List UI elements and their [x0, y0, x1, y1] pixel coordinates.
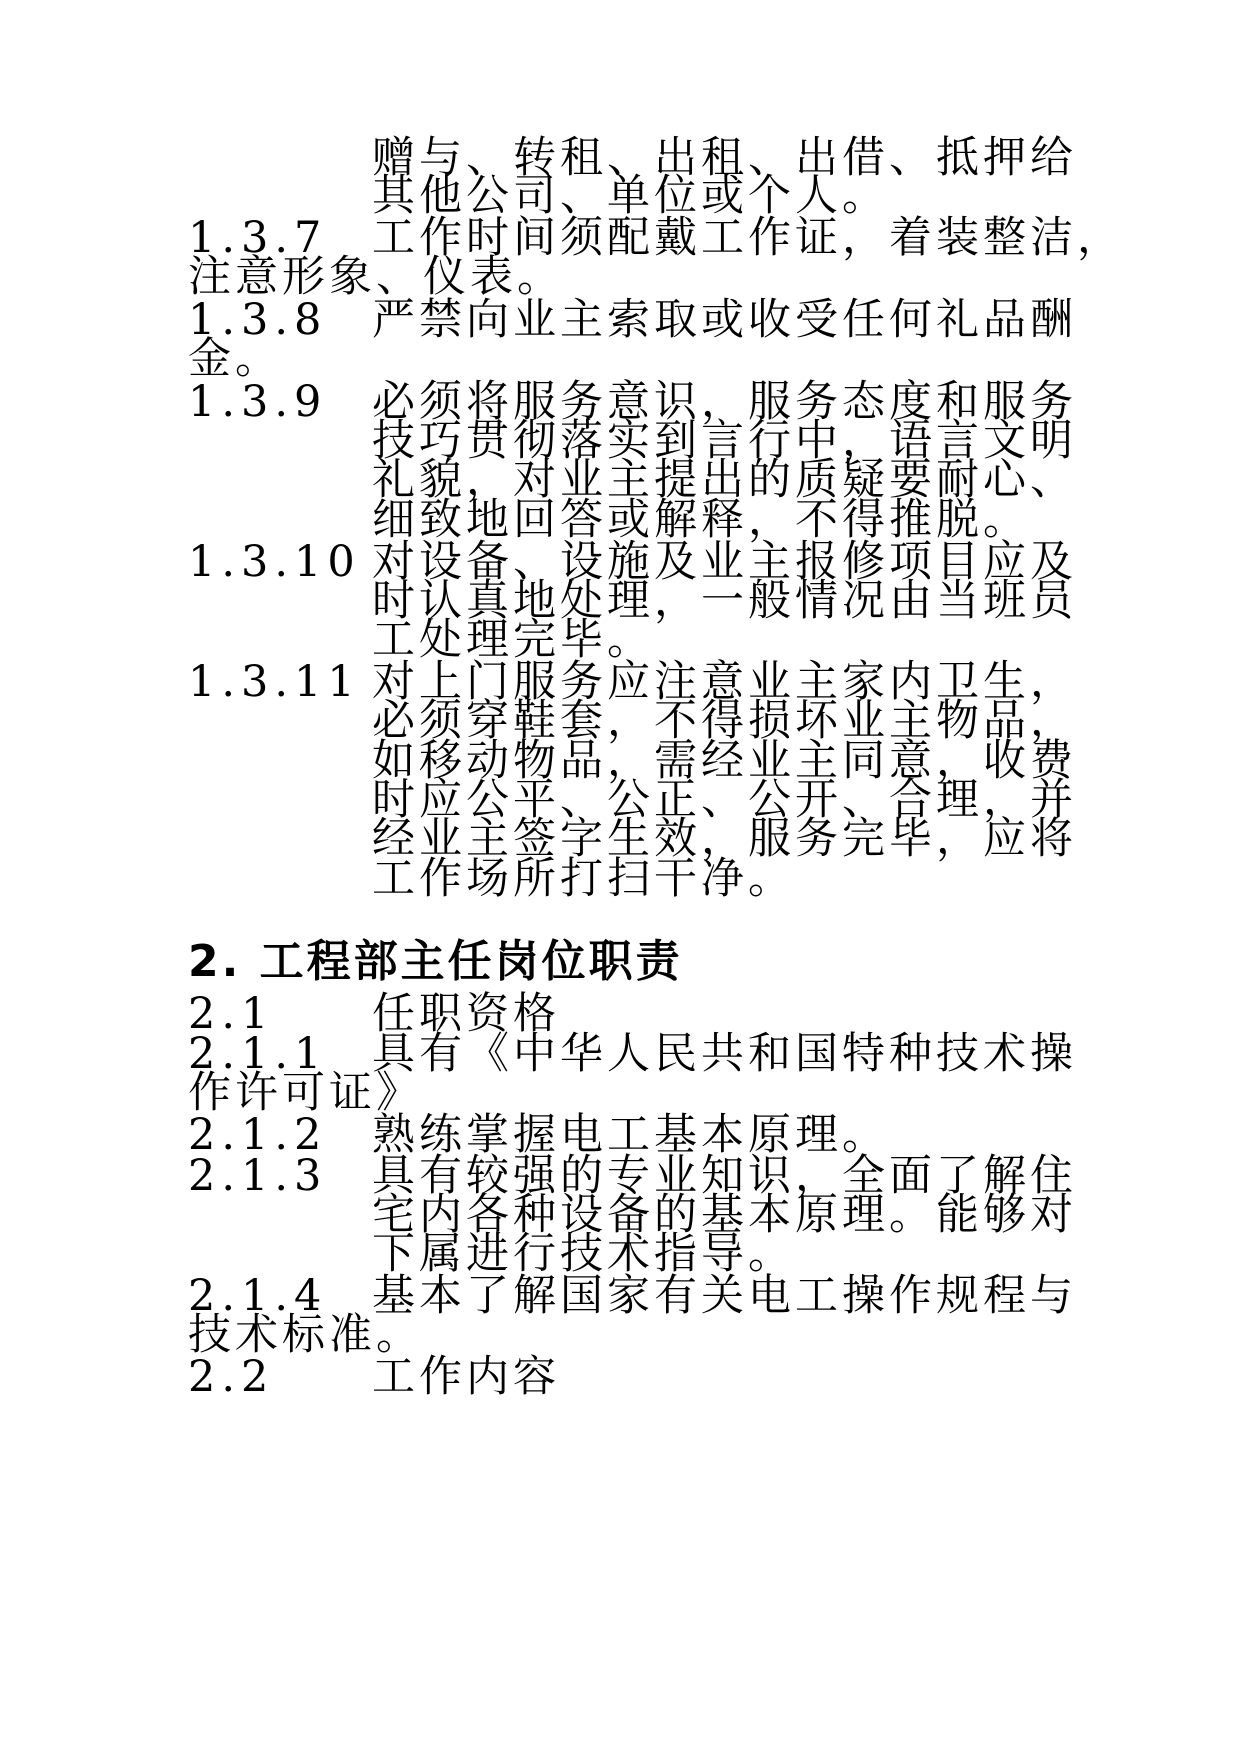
clause-number: 1.3.10 — [188, 537, 361, 587]
paragraph-line: 其他公司、单位或个人。 — [372, 171, 889, 221]
paragraph-line: 金。 — [188, 334, 282, 384]
clause-number: 1.3.9 — [188, 377, 328, 427]
paragraph-line: 工作场所打扫干净。 — [372, 854, 795, 904]
clause-number: 2.1.4 — [188, 1271, 328, 1321]
paragraph-line: 宅内各种设备的基本原理。能够对 — [372, 1190, 1077, 1240]
paragraph-line: 下属进行技术指导。 — [372, 1229, 795, 1279]
clause-number: 2.2 — [188, 1352, 275, 1402]
clause-number: 2.1.3 — [188, 1151, 328, 1201]
paragraph-line: 对设备、设施及业主报修项目应及 — [372, 537, 1077, 587]
paragraph-line: 技巧贯彻落实到言行中，语言文明 — [372, 416, 1077, 466]
clause-number: 2.1 — [188, 989, 275, 1039]
paragraph-line: 细致地回答或解释，不得推脱。 — [372, 495, 1030, 545]
clause-number: 2.1.2 — [188, 1110, 328, 1160]
paragraph-line: 经业主签字生效，服务完毕，应将 — [372, 814, 1077, 864]
paragraph-line: 基本了解国家有关电工操作规程与 — [372, 1271, 1077, 1321]
paragraph-line: 工作时间须配戴工作证，着装整洁， — [372, 213, 1124, 263]
paragraph-line: 具有较强的专业知识，全面了解住 — [372, 1151, 1077, 1201]
paragraph-line: 技术标准。 — [188, 1310, 423, 1360]
paragraph-line: 严禁向业主索取或收受任何礼品酬 — [372, 295, 1077, 345]
clause-number: 2.1.1 — [188, 1029, 328, 1079]
paragraph-line: 任职资格 — [372, 989, 560, 1039]
clause-number: 1.3.7 — [188, 213, 328, 263]
paragraph-line: 对上门服务应注意业主家内卫生， — [372, 657, 1077, 707]
paragraph-line: 礼貌，对业主提出的质疑要耐心、 — [372, 455, 1077, 505]
paragraph-line: 必须穿鞋套，不得损坏业主物品， — [372, 696, 1077, 746]
clause-number: 1.3.11 — [188, 657, 361, 707]
paragraph-line: 时认真地处理，一般情况由当班员 — [372, 576, 1077, 626]
paragraph-line: 必须将服务意识，服务态度和服务 — [372, 377, 1077, 427]
section-heading: 2. 工程部主任岗位职责 — [188, 936, 683, 987]
paragraph-line: 作许可证》 — [188, 1068, 423, 1118]
paragraph-line: 具有《中华人民共和国特种技术操 — [372, 1029, 1077, 1079]
paragraph-line: 熟练掌握电工基本原理。 — [372, 1110, 889, 1160]
paragraph-line: 如移动物品，需经业主同意，收费 — [372, 736, 1077, 786]
paragraph-line: 工作内容 — [372, 1352, 560, 1402]
paragraph-line: 注意形象、仪表。 — [188, 252, 564, 302]
paragraph-line: 赠与、转租、出租、出借、抵押给 — [372, 133, 1077, 183]
paragraph-line: 时应公平、公正、公开、合理，并 — [372, 775, 1077, 825]
clause-number: 1.3.8 — [188, 295, 328, 345]
paragraph-line: 工处理完毕。 — [372, 615, 654, 665]
